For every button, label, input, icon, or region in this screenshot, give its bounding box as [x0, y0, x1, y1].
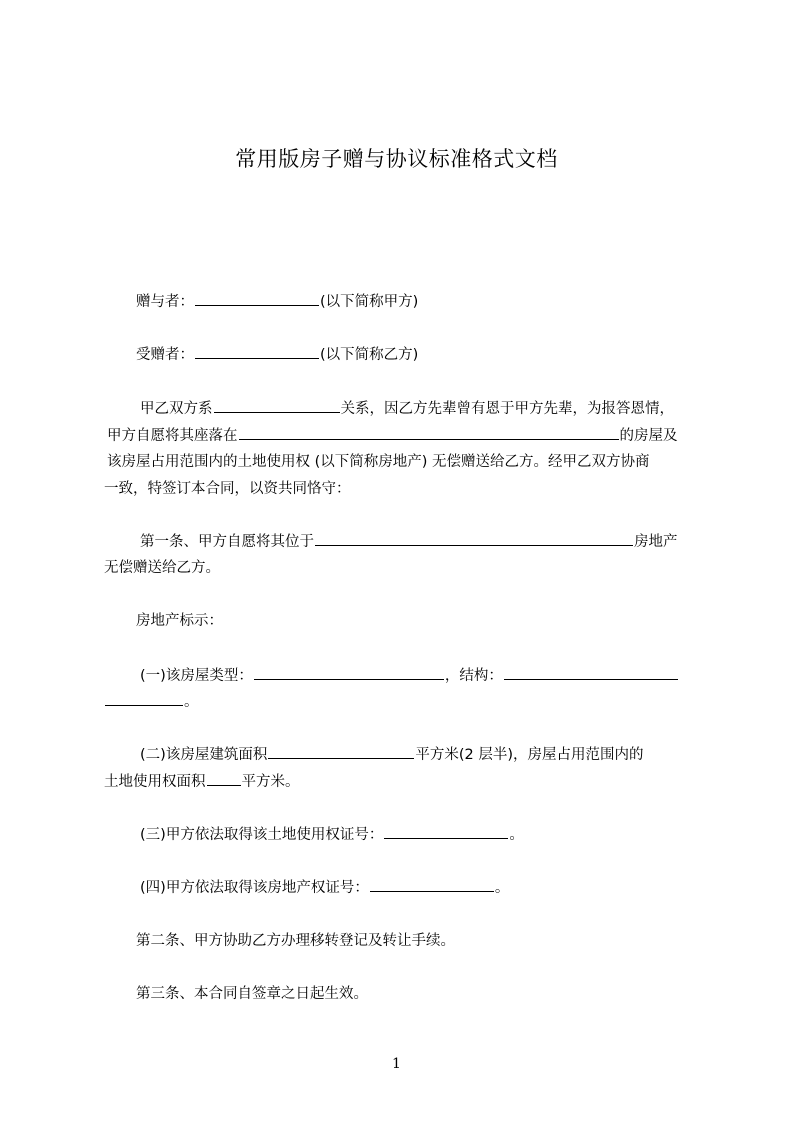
article-1-line-2: 无偿赠送给乙方。: [104, 560, 220, 576]
property-certificate-blank: [370, 877, 494, 892]
item-text: 。: [494, 880, 510, 896]
article-2: 第二条、甲方协助乙方办理移转登记及转让手续。: [136, 933, 455, 949]
preamble-text: 关系，因乙方先辈曾有恩于甲方先辈，为报答恩情，: [340, 401, 674, 417]
item-2-line-2: [104, 771, 300, 792]
preamble-line-1: [140, 398, 674, 419]
item-text: ，结构：: [444, 668, 503, 684]
land-area-blank: [207, 771, 241, 786]
donor-line: [136, 291, 418, 312]
relationship-blank: [214, 398, 340, 413]
item-text: 。: [509, 827, 524, 843]
article-3: 第三条、本合同自签章之日起生效。: [136, 986, 368, 1002]
structure-blank: [504, 665, 678, 680]
house-type-blank: [254, 665, 444, 680]
donee-line: [136, 344, 418, 365]
donee-blank: [195, 344, 319, 359]
item-text: (四)甲方依法取得该房地产权证号：: [140, 880, 369, 896]
preamble-text: 甲方自愿将其座落在: [107, 428, 238, 444]
item-1-line-2: [104, 691, 199, 712]
location-blank: [239, 425, 619, 440]
item-text: (三)甲方依法取得该土地使用权证号：: [140, 827, 384, 843]
item-text: 土地使用权面积: [104, 774, 206, 790]
item-3-line: [140, 824, 524, 845]
donor-label: 赠与者：: [136, 294, 194, 310]
preamble-text: 的房屋及: [619, 428, 678, 444]
donor-blank: [195, 291, 319, 306]
donee-label: 受赠者：: [136, 347, 194, 363]
article-1-line-1: [140, 531, 678, 552]
item-text: 平方米。: [241, 774, 300, 790]
document-title: 常用版房子赠与协议标准格式文档: [235, 147, 558, 171]
page-number: 1: [392, 1056, 401, 1072]
building-area-blank: [268, 744, 414, 759]
preamble-line-3: 该房屋占用范围内的土地使用权 (以下简称房地产) 无偿赠送给乙方。经甲乙双方协商: [107, 454, 650, 470]
donor-suffix: (以下简称甲方): [320, 294, 419, 310]
donee-suffix: (以下简称乙方): [320, 347, 419, 363]
property-location-blank: [315, 531, 633, 546]
item-4-line: [140, 877, 509, 898]
land-certificate-blank: [384, 824, 508, 839]
property-heading: 房地产标示：: [136, 613, 223, 629]
preamble-line-4: 一致，特签订本合同，以资共同恪守：: [104, 481, 351, 497]
preamble-text: 甲乙双方系: [140, 401, 213, 417]
article-text: 第一条、甲方自愿将其位于: [140, 534, 314, 550]
item-text: (一)该房屋类型：: [140, 668, 253, 684]
item-text: 。: [184, 694, 199, 710]
item-1-line-1: [140, 665, 679, 686]
item-text: 平方米(2 层半)，房屋占用范围内的: [415, 747, 644, 763]
item-text: (二)该房屋建筑面积: [140, 747, 268, 763]
item-2-line-1: [140, 744, 643, 765]
article-text: 房地产: [634, 534, 678, 550]
preamble-line-2: [107, 425, 678, 446]
structure-blank-cont: [105, 691, 183, 706]
